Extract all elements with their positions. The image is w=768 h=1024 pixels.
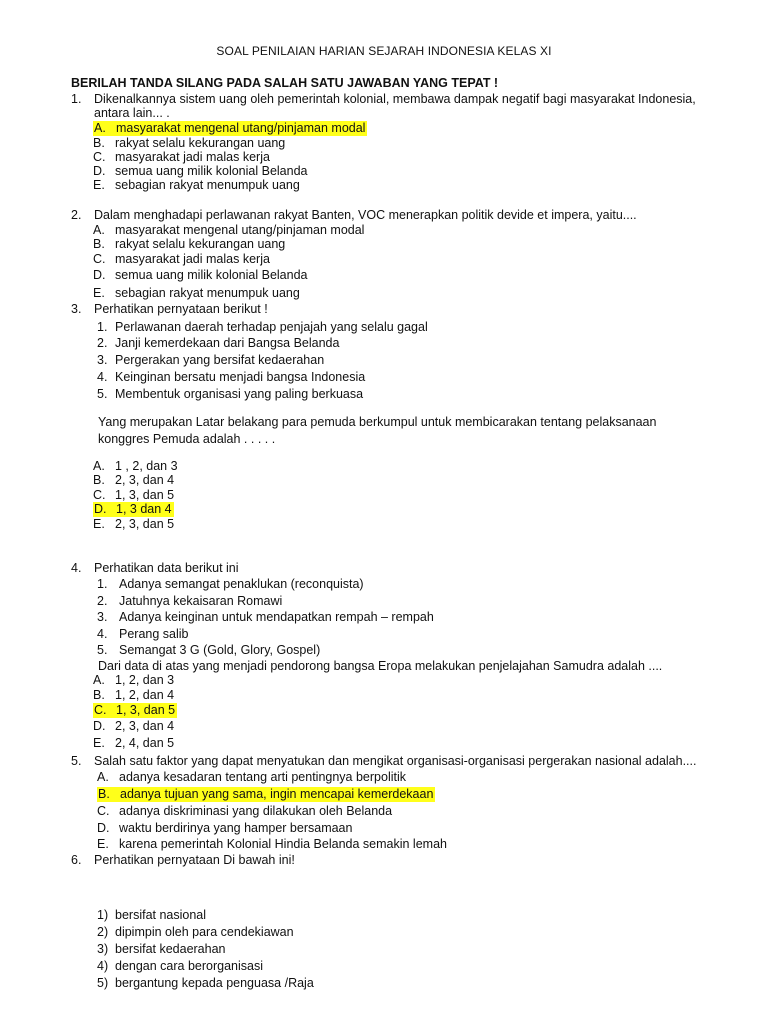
answer-option	[93, 223, 364, 238]
answer-option-label: B.	[93, 688, 105, 702]
question-number: 5.	[71, 754, 82, 768]
question-text: Dalam menghadapi perlawanan rakyat Banten, VOC menerapkan politik devide et impera, yaitu....	[94, 208, 637, 222]
statement-item	[97, 320, 428, 335]
answer-option-text: masyarakat mengenal utang/pinjaman modal	[116, 121, 366, 135]
answer-option-label: C.	[93, 488, 106, 502]
answer-option-text: 2, 3, dan 4	[115, 473, 175, 487]
statement-item-text: Membentuk organisasi yang paling berkuasa	[115, 387, 364, 401]
question-prompt: Yang merupakan Latar belakang para pemuda berkumpul untuk membicarakan tentang pelaksanaan	[98, 415, 657, 429]
statement-item	[97, 370, 365, 385]
statement-item	[97, 925, 294, 940]
answer-option-text: adanya tujuan yang sama, ingin mencapai kemerdekaan	[120, 787, 434, 801]
answer-option-label: C.	[93, 150, 106, 164]
statement-item	[97, 942, 226, 957]
statement-item-label: 5.	[97, 643, 108, 657]
statement-item-text: bersifat nasional	[115, 908, 207, 922]
statement-item-label: 1)	[97, 908, 109, 922]
question-text: Perhatikan data berikut ini	[94, 561, 239, 575]
question-text: Perhatikan pernyataan Di bawah ini!	[94, 853, 295, 867]
answer-option-text: 2, 4, dan 5	[115, 736, 175, 750]
statement-item	[97, 908, 206, 923]
statement-item	[97, 959, 263, 974]
answer-option	[97, 821, 352, 836]
answer-option	[93, 136, 285, 151]
statement-item-label: 4.	[97, 370, 108, 384]
answer-option-text: masyarakat jadi malas kerja	[115, 150, 270, 164]
statement-item	[97, 976, 314, 991]
answer-option-label: E.	[93, 736, 105, 750]
statement-item-label: 5)	[97, 976, 109, 990]
answer-option-text: 2, 3, dan 4	[115, 719, 175, 733]
statement-item	[97, 594, 282, 609]
answer-option-label: D.	[94, 502, 107, 516]
statement-item-label: 1.	[97, 577, 108, 591]
answer-option-label: E.	[93, 178, 105, 192]
question-number: 2.	[71, 208, 82, 222]
answer-option	[93, 286, 300, 301]
answer-option	[93, 150, 270, 165]
answer-option	[97, 804, 392, 819]
question-text: Dikenalkannya sistem uang oleh pemerintah kolonial, membawa dampak negatif bagi masyarakat Indonesia,	[94, 92, 696, 106]
statement-item	[97, 610, 434, 625]
answer-option-label: D.	[93, 164, 106, 178]
statement-item-text: Perlawanan daerah terhadap penjajah yang selalu gagal	[115, 320, 428, 334]
statement-item	[97, 353, 324, 368]
statement-item	[97, 387, 363, 402]
answer-option-label: E.	[93, 286, 105, 300]
answer-option-text: waktu berdirinya yang hamper bersamaan	[119, 821, 353, 835]
statement-item-text: Semangat 3 G (Gold, Glory, Gospel)	[119, 643, 321, 657]
answer-option-label: A.	[97, 770, 109, 784]
answer-option-text: 2, 3, dan 5	[115, 517, 175, 531]
answer-option-label: B.	[93, 136, 105, 150]
answer-option-label: A.	[93, 223, 105, 237]
answer-option	[93, 252, 270, 267]
answer-option-text: rakyat selalu kekurangan uang	[115, 237, 286, 251]
statement-item-label: 4.	[97, 627, 108, 641]
statement-item	[97, 336, 339, 351]
statement-item	[97, 643, 320, 658]
question-number: 3.	[71, 302, 82, 316]
instruction-heading: BERILAH TANDA SILANG PADA SALAH SATU JAWABAN YANG TEPAT !	[71, 76, 499, 90]
answer-option-text: sebagian rakyat menumpuk uang	[115, 286, 300, 300]
answer-option-text: 1, 2, dan 3	[115, 673, 175, 687]
answer-option	[93, 268, 307, 283]
statement-item-label: 2.	[97, 594, 108, 608]
answer-option-label: E.	[97, 837, 109, 851]
answer-option	[93, 703, 177, 718]
answer-option-label: D.	[93, 268, 106, 282]
answer-option-text: karena pemerintah Kolonial Hindia Belanda semakin lemah	[119, 837, 447, 851]
answer-option	[93, 459, 178, 474]
answer-option-label: C.	[94, 703, 107, 717]
answer-option-text: masyarakat jadi malas kerja	[115, 252, 270, 266]
answer-option-text: 1, 3, dan 5	[116, 703, 176, 717]
statement-item-label: 3)	[97, 942, 109, 956]
statement-item-label: 2.	[97, 336, 108, 350]
answer-option-label: D.	[97, 821, 110, 835]
statement-item-text: bergantung kepada penguasa /Raja	[115, 976, 314, 990]
question-text: Salah satu faktor yang dapat menyatukan dan mengikat organisasi-organisasi pergerakan nasional adalah....	[94, 754, 697, 768]
answer-option	[93, 164, 307, 179]
answer-option	[97, 837, 447, 852]
answer-option	[97, 787, 435, 802]
answer-option-text: rakyat selalu kekurangan uang	[115, 136, 286, 150]
statement-item-text: Janji kemerdekaan dari Bangsa Belanda	[115, 336, 340, 350]
statement-item-text: Keinginan bersatu menjadi bangsa Indonesia	[115, 370, 366, 384]
answer-option	[93, 673, 174, 688]
statement-item-text: dengan cara berorganisasi	[115, 959, 264, 973]
answer-option	[97, 770, 406, 785]
answer-option-text: adanya diskriminasi yang dilakukan oleh Belanda	[119, 804, 393, 818]
answer-option-label: B.	[93, 237, 105, 251]
question-text: antara lain... .	[94, 106, 170, 120]
answer-option-label: C.	[93, 252, 106, 266]
answer-option	[93, 178, 300, 193]
answer-option	[93, 121, 367, 136]
question-number: 1.	[71, 92, 82, 106]
statement-item-text: Adanya semangat penaklukan (reconquista)	[119, 577, 364, 591]
statement-item-label: 1.	[97, 320, 108, 334]
answer-option-text: semua uang milik kolonial Belanda	[115, 268, 308, 282]
answer-option-text: adanya kesadaran tentang arti pentingnya berpolitik	[119, 770, 407, 784]
statement-item-label: 3.	[97, 353, 108, 367]
answer-option	[93, 473, 174, 488]
statement-item-text: Pergerakan yang bersifat kedaerahan	[115, 353, 325, 367]
statement-item-text: Perang salib	[119, 627, 189, 641]
answer-option-text: masyarakat mengenal utang/pinjaman modal	[115, 223, 365, 237]
answer-option	[93, 237, 285, 252]
answer-option-label: A.	[93, 459, 105, 473]
answer-option	[93, 517, 174, 532]
answer-option-text: semua uang milik kolonial Belanda	[115, 164, 308, 178]
answer-option	[93, 688, 174, 703]
answer-option-text: sebagian rakyat menumpuk uang	[115, 178, 300, 192]
question-prompt: konggres Pemuda adalah . . . . .	[98, 432, 276, 446]
statement-item	[97, 577, 364, 592]
answer-option-text: 1, 3, dan 5	[115, 488, 175, 502]
answer-option-label: C.	[97, 804, 110, 818]
statement-item-label: 4)	[97, 959, 109, 973]
statement-item-text: dipimpin oleh para cendekiawan	[115, 925, 294, 939]
statement-item-text: Adanya keinginan untuk mendapatkan rempah – rempah	[119, 610, 434, 624]
question-prompt: Dari data di atas yang menjadi pendorong bangsa Eropa melakukan penjelajahan Samudra adalah ....	[98, 659, 663, 673]
statement-item-label: 5.	[97, 387, 108, 401]
statement-item-text: Jatuhnya kekaisaran Romawi	[119, 594, 283, 608]
answer-option	[93, 736, 174, 751]
statement-item-text: bersifat kedaerahan	[115, 942, 226, 956]
statement-item-label: 3.	[97, 610, 108, 624]
answer-option-label: D.	[93, 719, 106, 733]
answer-option-label: B.	[93, 473, 105, 487]
answer-option-label: B.	[98, 787, 110, 801]
question-text: Perhatikan pernyataan berikut !	[94, 302, 268, 316]
answer-option	[93, 719, 174, 734]
answer-option-text: 1, 3 dan 4	[116, 502, 172, 516]
statement-item	[97, 627, 189, 642]
answer-option-label: A.	[93, 673, 105, 687]
answer-option	[93, 502, 174, 517]
answer-option-text: 1, 2, dan 4	[115, 688, 175, 702]
question-number: 6.	[71, 853, 82, 867]
answer-option	[93, 488, 174, 503]
answer-option-label: A.	[94, 121, 106, 135]
answer-option-label: E.	[93, 517, 105, 531]
statement-item-label: 2)	[97, 925, 109, 939]
answer-option-text: 1 , 2, dan 3	[115, 459, 178, 473]
question-number: 4.	[71, 561, 82, 575]
page-title: SOAL PENILAIAN HARIAN SEJARAH INDONESIA KELAS XI	[216, 44, 552, 58]
